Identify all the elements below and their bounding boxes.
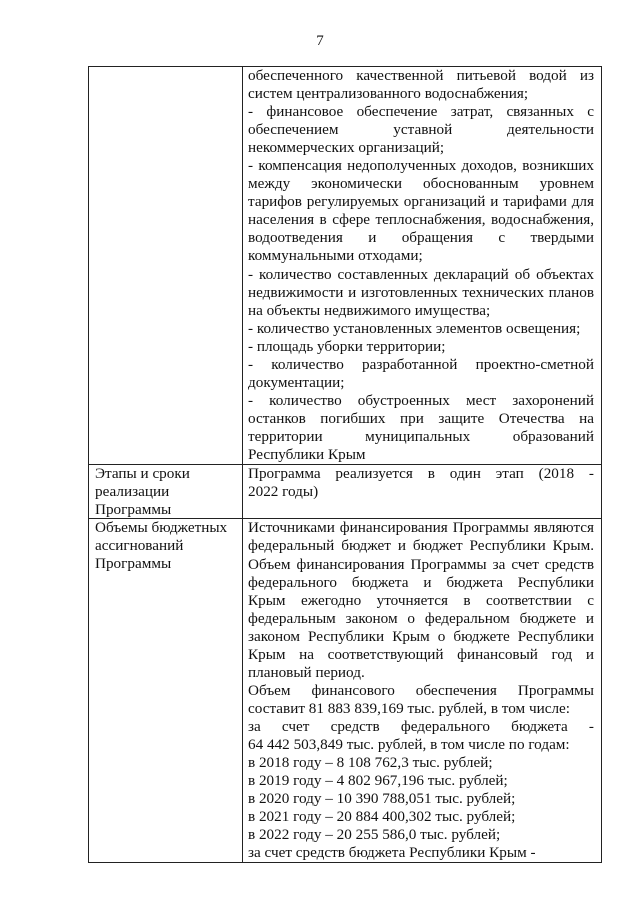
content-line: составит 81 883 839,169 тыс. рублей, в том числе: bbox=[248, 699, 570, 717]
content-line: - количество обустроенных мест захоронений bbox=[248, 391, 594, 409]
content-line: Объем финансового обеспечения Программы bbox=[248, 681, 594, 699]
content-line: 2022 годы) bbox=[248, 483, 319, 501]
label-cell-budget bbox=[89, 519, 243, 863]
label-line: Объемы бюджетных bbox=[95, 519, 228, 537]
content-line: - количество составленных деклараций об объектах bbox=[248, 265, 594, 283]
content-cell-stages bbox=[243, 465, 602, 519]
content-line: Объем финансирования Программы за счет средств bbox=[248, 555, 594, 573]
content-line: в 2021 году – 20 884 400,302 тыс. рублей; bbox=[248, 808, 516, 826]
content-line: 64 442 503,849 тыс. рублей, в том числе по годам: bbox=[248, 735, 570, 753]
content-line: в 2019 году – 4 802 967,196 тыс. рублей; bbox=[248, 772, 508, 790]
content-line: федеральный бюджет и бюджет Республики Крым. bbox=[248, 537, 594, 555]
content-line: некоммерческих организаций; bbox=[248, 139, 445, 157]
content-line: Крым ежегодно уточняется в соответствии с bbox=[248, 591, 594, 609]
label-cell-empty bbox=[89, 67, 243, 465]
table-row-stages bbox=[89, 465, 602, 519]
page-number: 7 bbox=[316, 33, 324, 49]
content-line: федерального бюджета и бюджета Республики bbox=[248, 573, 594, 591]
content-line: за счет средств федерального бюджета - bbox=[248, 717, 594, 735]
content-line: законом Республики Крым о бюджете Республики bbox=[248, 627, 594, 645]
content-line: плановый период. bbox=[248, 663, 365, 681]
content-line: недвижимости и изготовленных технических планов bbox=[248, 283, 594, 301]
label-line: Программы bbox=[95, 500, 172, 518]
content-line: Источниками финансирования Программы являются bbox=[248, 519, 594, 537]
content-line: в 2018 году – 8 108 762,3 тыс. рублей; bbox=[248, 754, 493, 772]
content-line: документации; bbox=[248, 373, 345, 391]
content-line: на объекты недвижимого имущества; bbox=[248, 301, 491, 319]
content-cell-indicators bbox=[243, 67, 602, 465]
content-line: обеспеченного качественной питьевой водой из bbox=[248, 67, 594, 84]
content-line: Республики Крым bbox=[248, 445, 366, 463]
label-line: ассигнований bbox=[95, 537, 184, 555]
content-line: - компенсация недополученных доходов, возникших bbox=[248, 157, 594, 175]
content-line: территории муниципальных образований bbox=[248, 427, 594, 445]
content-line: водоотведения и обращения с твердыми bbox=[248, 229, 594, 247]
content-line: за счет средств бюджета Республики Крым - bbox=[248, 844, 536, 862]
label-line: реализации bbox=[95, 482, 170, 500]
content-line: Крым на соответствующий финансовый год и bbox=[248, 645, 594, 663]
content-line: - финансовое обеспечение затрат, связанных с bbox=[248, 103, 594, 121]
content-line: тарифов регулируемых организаций и тарифами для bbox=[248, 193, 594, 211]
content-line: коммунальными отходами; bbox=[248, 247, 423, 265]
content-line: в 2022 году – 20 255 586,0 тыс. рублей; bbox=[248, 826, 501, 844]
content-line: - количество разработанной проектно-сметной bbox=[248, 355, 594, 373]
content-line: - площадь уборки территории; bbox=[248, 337, 446, 355]
content-line: федеральным законом о федеральном бюджете и bbox=[248, 609, 594, 627]
content-line: обеспечением уставной деятельности bbox=[248, 121, 594, 139]
content-line: в 2020 году – 10 390 788,051 тыс. рублей; bbox=[248, 790, 516, 808]
table-row-indicators bbox=[89, 67, 602, 465]
label-line: Этапы и сроки bbox=[95, 465, 190, 483]
content-line: между экономически обоснованным уровнем bbox=[248, 175, 594, 193]
label-line: Программы bbox=[95, 555, 172, 573]
content-line: систем централизованного водоснабжения; bbox=[248, 85, 529, 103]
content-line: Программа реализуется в один этап (2018 - bbox=[248, 465, 594, 483]
label-cell-stages bbox=[89, 465, 243, 519]
table-row-budget bbox=[89, 519, 602, 863]
content-cell-budget bbox=[243, 519, 602, 863]
program-passport-table bbox=[88, 66, 602, 863]
content-line: останков погибших при защите Отечества на bbox=[248, 409, 594, 427]
content-line: - количество установленных элементов освещения; bbox=[248, 319, 581, 337]
content-line: населения в сфере теплоснабжения, водоснабжения, bbox=[248, 211, 594, 229]
